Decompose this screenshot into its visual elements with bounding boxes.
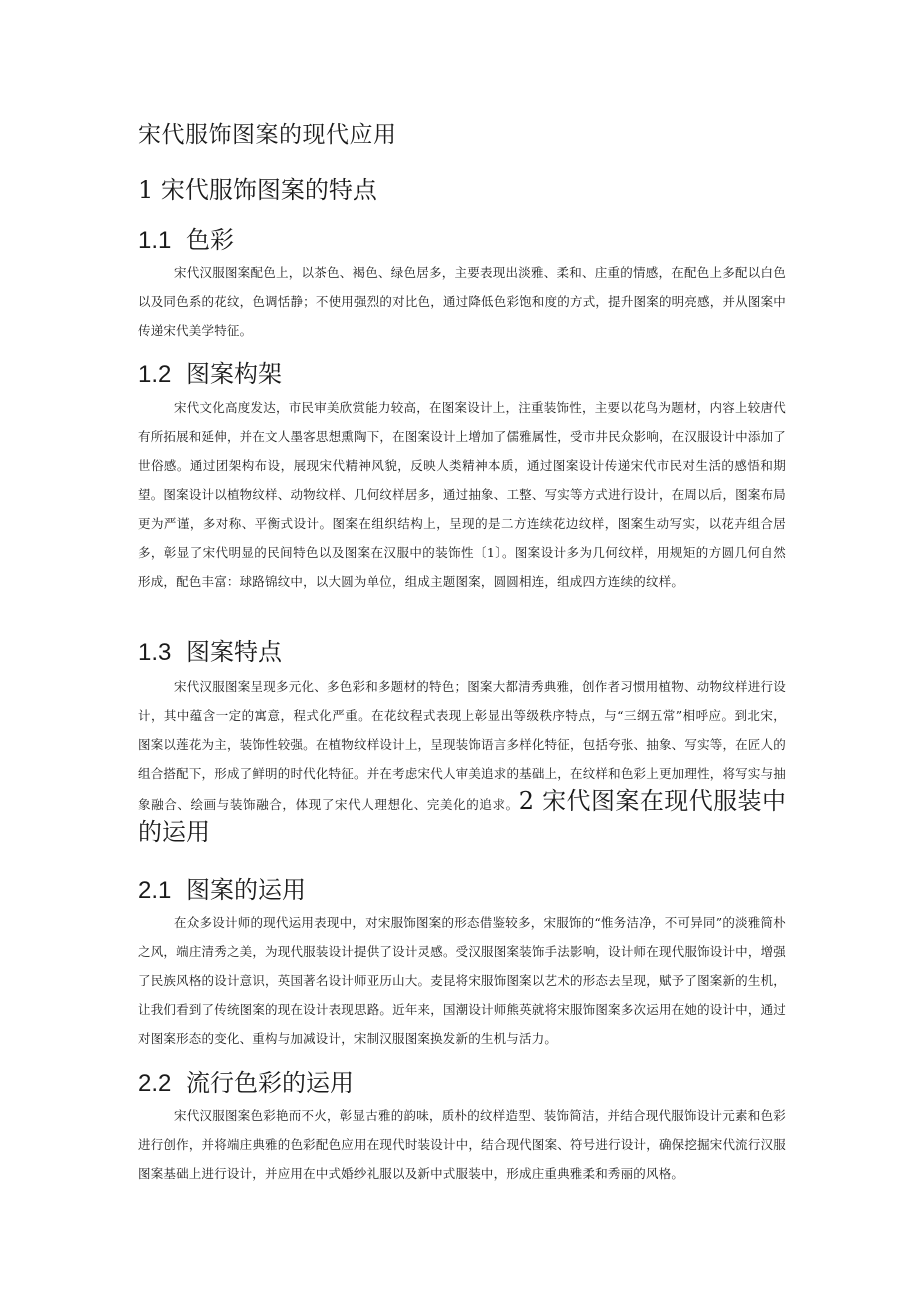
paragraph-pattern-structure: 宋代文化高度发达，市民审美欣赏能力较高，在图案设计上，注重装饰性，主要以花鸟为题材，内容上较唐代有所拓展和延伸，并在文人墨客思想熏陶下，在图案设计上增加了儒雅属性，受市井民众影响，在汉服设计中添加了世俗感。通过团架构布设，展现宋代精神风貌，反映人类精神本质，通过图案设计传递宋代市民对生活的感悟和期望。图案设计以植物纹样、动物纹样、几何纹样居多，通过抽象、工整、写实等方式进行设计，在周以后，图案布局更为严谨，多对称、平衡式设计。图案在组织结构上，呈现的是二方连续花边纹样，图案生动写实，以花卉组合居多，彰显了宋代明显的民间特色以及图案在汉服中的装饰性〔1〕。图案设计多为几何纹样，用规矩的方圆几何自然形成，配色丰富：球路锦纹中，以大圆为单位，组成主题图案，圆圆相连，组成四方连续的纹样。 [138, 400, 786, 589]
paragraph-color: 宋代汉服图案配色上，以茶色、褐色、绿色居多，主要表现出淡雅、柔和、庄重的情感，在配色上多配以白色以及同色系的花纹，色调恬静；不使用强烈的对比色，通过降低色彩饱和度的方式，提升图案的明亮感，并从图案中传递宋代美学特征。 [138, 265, 786, 338]
section-2-1-heading [138, 870, 306, 905]
section-number: 1.3 [138, 639, 172, 666]
section-1-2-heading [138, 354, 282, 389]
section-2-heading: 2 宋代图案在现代服装中的运用 [138, 787, 786, 846]
section-1-heading: 1 宋代服饰图案的特点 [138, 176, 377, 204]
section-title: 图案的运用 [186, 876, 306, 904]
section-title: 流行色彩的运用 [186, 1069, 354, 1097]
paragraph-pattern-application: 在众多设计师的现代运用表现中，对宋服饰图案的形态借鉴较多，宋服饰的“惟务洁净，不可异同”的淡雅简朴之风，端庄清秀之美，为现代服装设计提供了设计灵感。受汉服图案装饰手法影响，设计师在现代服饰设计中，增强了民族风格的设计意识，英国著名设计师亚历山大。麦昆将宋服饰图案以艺术的形态去呈现，赋予了图案新的生机，让我们看到了传统图案的现在设计表现思路。近年来，国潮设计师熊英就将宋服饰图案多次运用在她的设计中，通过对图案形态的变化、重构与加减设计，宋制汉服图案换发新的生机与活力。 [138, 915, 786, 1046]
section-number: 2.2 [138, 1070, 172, 1097]
section-title: 图案特点 [186, 638, 282, 666]
section-number: 2.1 [138, 877, 172, 904]
section-2-2-heading [138, 1063, 354, 1098]
section-1-1-heading [138, 220, 234, 255]
section-title: 色彩 [186, 226, 234, 254]
paragraph-color-application: 宋代汉服图案色彩艳而不火，彰显古雅的韵味，质朴的纹样造型、装饰简洁，并结合现代服饰设计元素和色彩进行创作，并将端庄典雅的色彩配色应用在现代时装设计中，结合现代图案、符号进行设计，确保挖掘宋代流行汉服图案基础上进行设计，并应用在中式婚纱礼服以及新中式服装中，形成庄重典雅柔和秀丽的风格。 [138, 1108, 786, 1181]
section-number: 1.2 [138, 361, 172, 388]
paragraph-pattern-features [138, 672, 786, 850]
section-title: 图案构架 [186, 360, 282, 388]
section-1-3-heading [138, 632, 282, 667]
paragraph-text: 宋代汉服图案呈现多元化、多色彩和多题材的特色；图案大都清秀典雅，创作者习惯用植物、动物纹样进行设计，其中蕴含一定的寓意，程式化严重。在花纹程式表现上彰显出等级秩序特点，与“三纲五常”相呼应。到北宋，图案以莲花为主，装饰性较强。在植物纹样设计上，呈现装饰语言多样化特征，包括夸张、抽象、写实等，在匠人的组合搭配下，形成了鲜明的时代化特征。并在考虑宋代人审美追求的基础上，在纹样和色彩上更加理性，将写实与抽象融合、绘画与装饰融合，体现了宋代人理想化、完美化的追求。 [138, 679, 786, 812]
section-number: 1.1 [138, 227, 172, 254]
document-title: 宋代服饰图案的现代应用 [138, 122, 397, 148]
